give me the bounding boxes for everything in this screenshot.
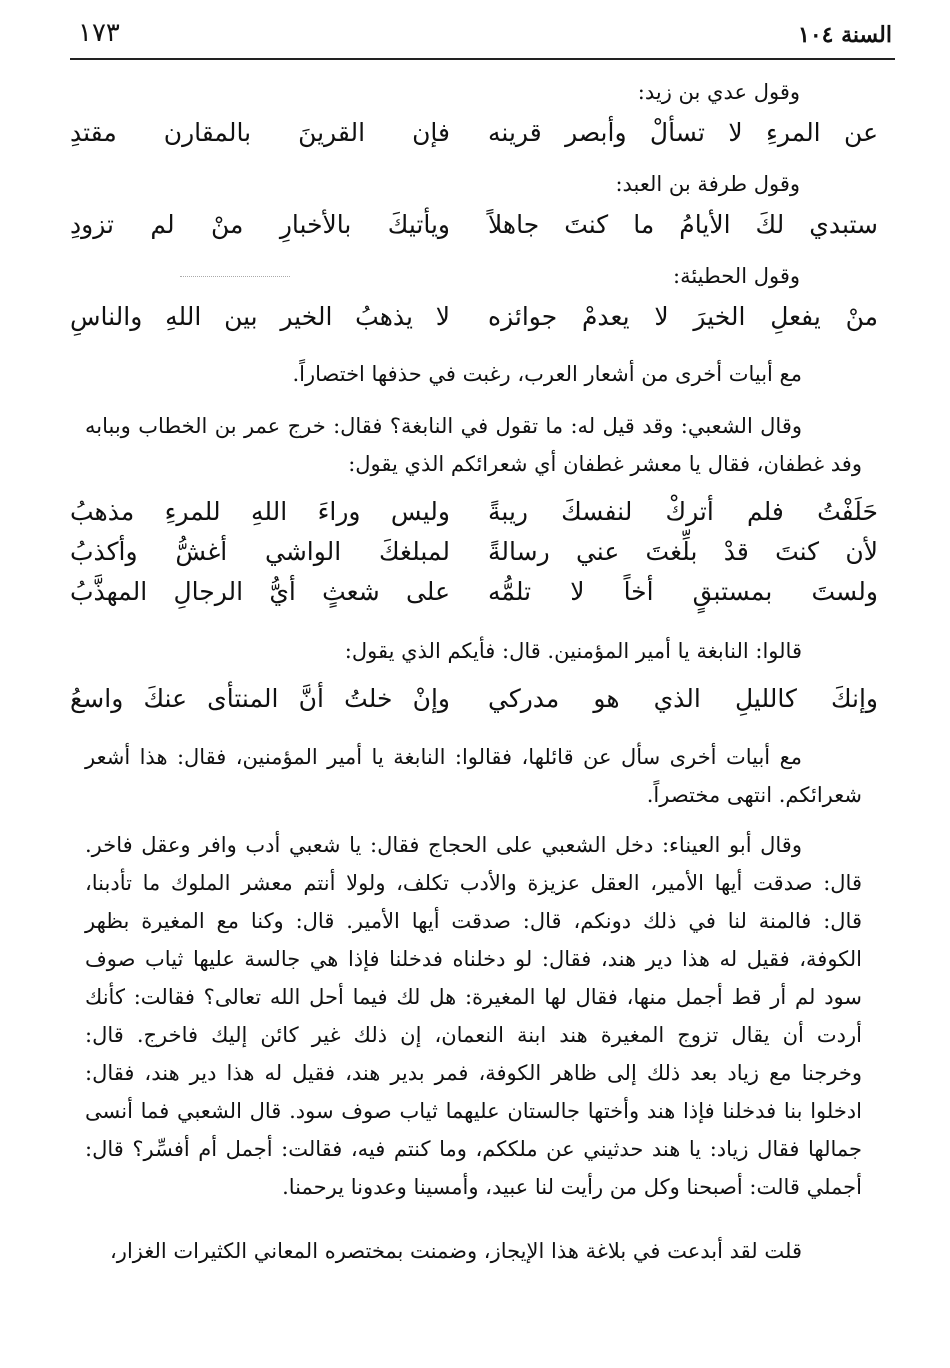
hemistich-second: على شعثٍ أيُّ الرجالِ المهذَّبُ: [70, 577, 450, 606]
verse-nabigha-3: [70, 577, 878, 617]
paragraph-abu-aynaa: [85, 826, 862, 1206]
header-rule: [70, 58, 895, 60]
verse-intro-tarafa: وقول طرفة بن العبد:: [615, 172, 800, 196]
text-line: وقال الشعبي: وقد قيل له: ما تقول في النابغة؟ فقال: خرج عمر بن الخطاب وببابه: [85, 414, 802, 438]
page-header-title: السنة ١٠٤: [798, 22, 892, 48]
hemistich-second: فإن القرينَ بالمقارن مقتدِ: [70, 118, 450, 147]
hemistich-first: وإنكَ كالليلِ الذي هو مدركي: [488, 684, 878, 713]
verse-intro-adi: وقول عدي بن زيد:: [637, 80, 800, 104]
text-line: قالوا: النابغة يا أمير المؤمنين. قال: فأيكم الذي يقول:: [344, 639, 802, 663]
hemistich-second: لا يذهبُ الخير بين اللهِ والناسِ: [70, 302, 450, 331]
text-line: وفد غطفان، فقال يا معشر غطفان أي شعرائكم الذي يقول:: [348, 452, 862, 476]
text-line: سود لم أر قط أجمل منها، فقال لها المغيرة: هل لك فيما أحل الله تعالى؟ فقالت: كأنك: [85, 985, 862, 1009]
verse-intro-hutaya: وقول الحطيئة:: [673, 264, 800, 288]
text-line: قال: صدقت أيها الأمير، العقل عزيزة والأدب تكلف، ولولا أنتم معشر الملوك ما تأدبنا،: [85, 871, 862, 895]
hemistich-second: ويأتيكَ بالأخبارِ منْ لم تزودِ: [70, 210, 450, 239]
verse-nabigha-2: [70, 537, 878, 577]
hemistich-second: وإنْ خلتُ أنَّ المنتأى عنكَ واسعُ: [70, 684, 450, 713]
text-line: وخرجنا مع زياد بعد ذلك إلى ظاهر الكوفة، فمر بدير هند، فقيل له هذا دير هند، فقال:: [85, 1061, 862, 1085]
paragraph-abridged-note: [85, 355, 862, 393]
paragraph-which-poet: [85, 632, 862, 670]
text-line: مع أبيات أخرى سأل عن قائلها، فقالوا: النابغة يا أمير المؤمنين، فقال: هذا أشعر: [85, 745, 802, 769]
hemistich-first: ولستَ بمستبقٍ أخاً لا تلمُّه: [488, 577, 878, 606]
paragraph-most-poetic: [85, 738, 862, 814]
text-line: قال: فالمنة لنا في ذلك دونكم، قال: صدقت أيها الأمير. قال: وكنا مع المغيرة بظهر: [85, 909, 862, 933]
text-line: جمالها فقال زياد: يا هند حدثيني عن ملككم، وما كنتم فيه، فقالت: أجمل أم أفسِّر؟ قال:: [85, 1137, 862, 1161]
hemistich-first: لأن كنتَ قدْ بلِّغتَ عني رسالةً: [488, 537, 878, 566]
hemistich-first: منْ يفعلِ الخيرَ لا يعدمْ جوائزه: [488, 302, 878, 331]
verse-nabigha-night: [70, 684, 878, 724]
hemistich-first: عن المرءِ لا تسألْ وأبصر قرينه: [488, 118, 878, 147]
dotted-mark: [180, 276, 290, 277]
text-line: قلت لقد أبدعت في بلاغة هذا الإيجاز، وضمنت بمختصره المعاني الكثيرات الغزار،: [110, 1239, 802, 1263]
verse-hutaya: [70, 302, 878, 342]
verse-adi: [70, 118, 878, 158]
hemistich-second: وليس وراءَ اللهِ للمرءِ مذهبُ: [70, 497, 450, 526]
verse-tarafa: [70, 210, 878, 250]
paragraph-shabi-nabigha: [85, 407, 862, 483]
text-line: أردت أن يقال تزوج المغيرة هند ابنة النعمان، إن ذلك غير كائن إليك فاخرج. قال:: [85, 1023, 862, 1047]
text-line: شعرائكم. انتهى مختصراً.: [646, 783, 862, 807]
text-line: أجملي قالت: أصبحنا وكل من رأيت لنا عبيد، وأمسينا وعدونا يرحمنا.: [282, 1175, 862, 1199]
text-line: مع أبيات أخرى من أشعار العرب، رغبت في حذفها اختصاراً.: [292, 362, 802, 386]
text-line: وقال أبو العيناء: دخل الشعبي على الحجاج فقال: يا شعبي أدب وافر وعقل فاخر.: [85, 833, 802, 857]
hemistich-first: ستبدي لكَ الأيامُ ما كنتَ جاهلاً: [488, 210, 878, 239]
text-line: الكوفة، فقيل له هذا دير هند، فقال: لو دخلناه فدخلنا فإذا هي جالسة عليها ثياب صوف: [85, 947, 862, 971]
hemistich-second: لمبلغكَ الواشي أغشُّ وأكذبُ: [70, 537, 450, 566]
paragraph-closing: [85, 1232, 862, 1270]
page-number: ١٧٣: [78, 18, 120, 48]
hemistich-first: حَلَفْتُ فلم أتركْ لنفسكَ ريبةً: [488, 497, 878, 526]
verse-nabigha-1: [70, 497, 878, 537]
text-line: ادخلوا بنا فدخلنا فإذا هند وأختها جالستان عليهما ثياب صوف سود. قال الشعبي فما أنسى: [85, 1099, 862, 1123]
